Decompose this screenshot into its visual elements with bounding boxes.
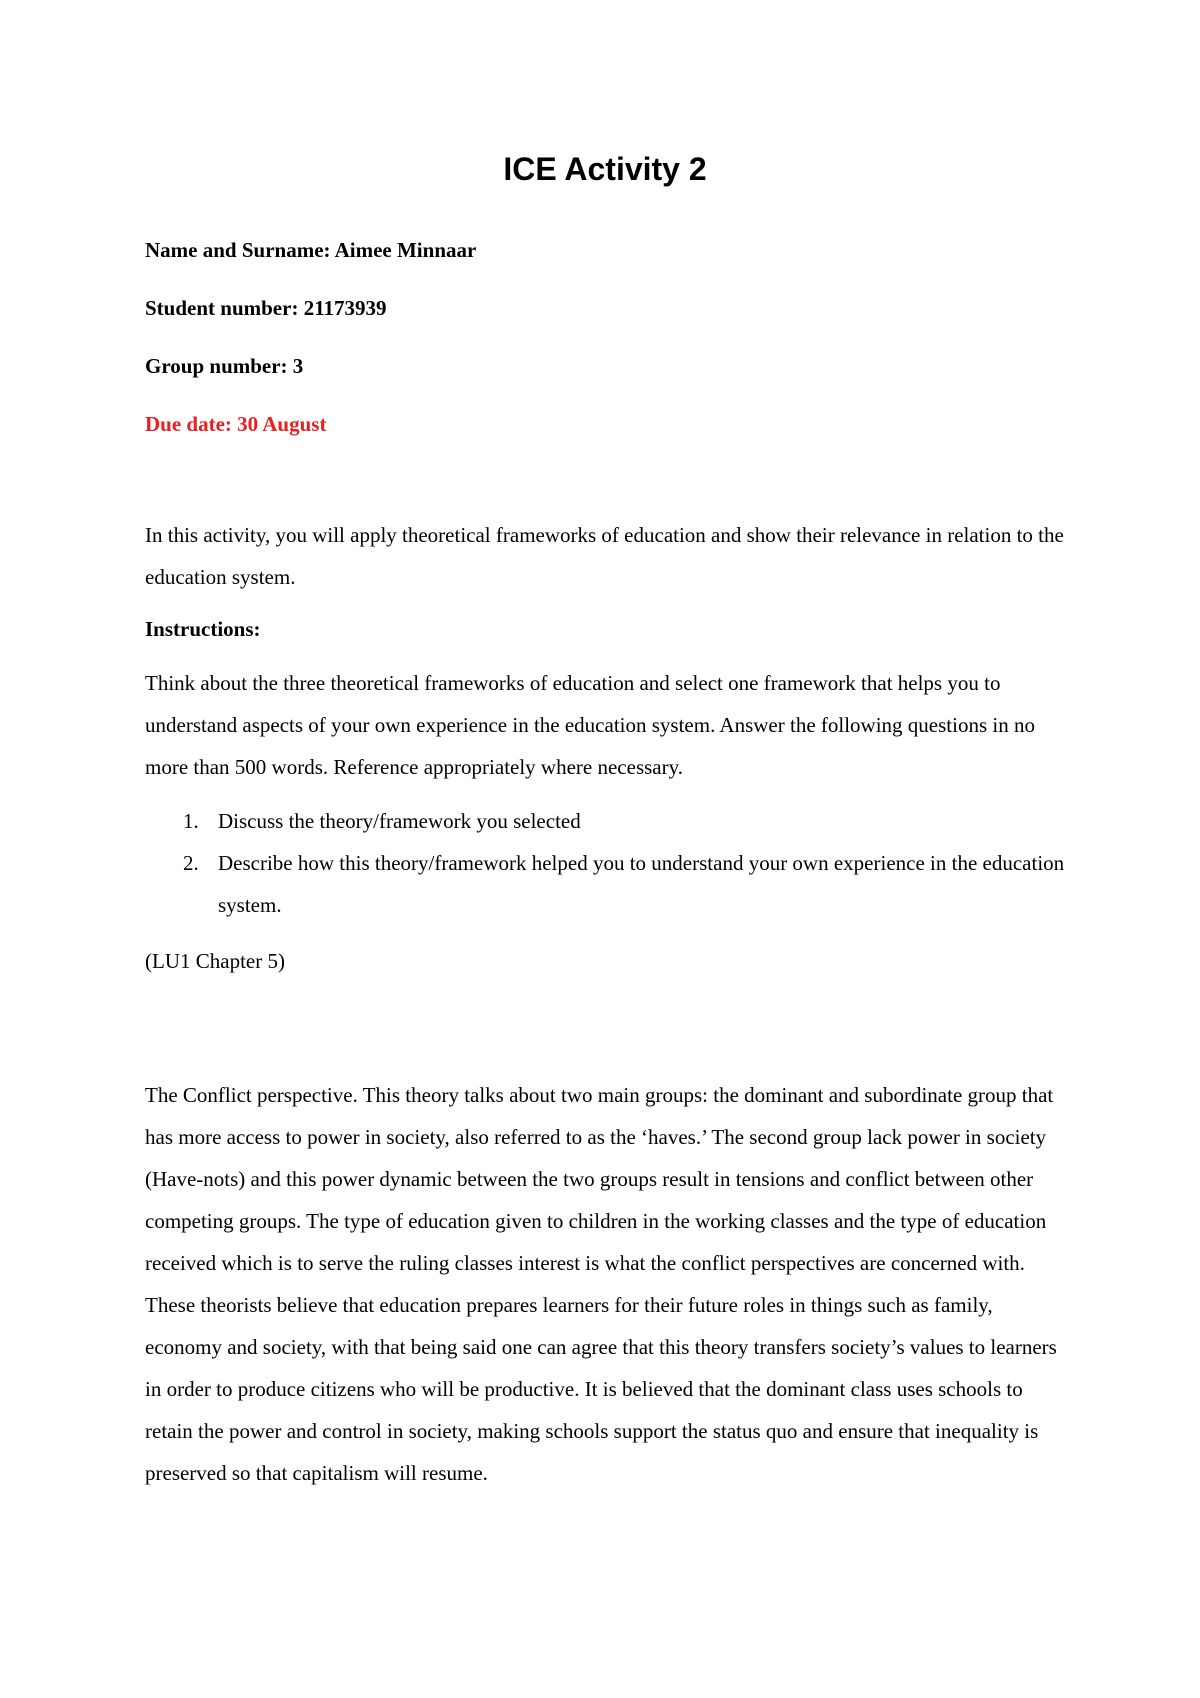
group-number-line: Group number: 3 — [145, 354, 304, 379]
question-number: 1. — [183, 809, 199, 834]
document-title: ICE Activity 2 — [503, 151, 707, 187]
question-item — [145, 800, 1065, 842]
intro-paragraph: In this activity, you will apply theoretical frameworks of education and show their relevance in relation to the education system. — [145, 523, 1064, 590]
chapter-reference: (LU1 Chapter 5) — [145, 949, 285, 974]
instructions-paragraph: Think about the three theoretical frameworks of education and select one framework that helps you to understand aspects of your own experience in the education system. Answer the following questions in no more than 500 words. Reference appropriately where necessary. — [145, 671, 1035, 780]
essay-paragraph: The Conflict perspective. This theory talks about two main groups: the dominant and subordinate group that has more access to power in society, also referred to as the ‘haves.’ The second group lack power in society (Have-nots) and this power dynamic between the two groups result in tensions and conflict between other competing groups. The type of education given to children in the working classes and the type of education received which is to serve the ruling classes interest is what the conflict perspectives are concerned with. These theorists believe that education prepares learners for their future roles in things such as family, economy and society, with that being said one can agree that this theory transfers society’s values to learners in order to produce citizens who will be productive. It is believed that the dominant class uses schools to retain the power and control in society, making schools support the status quo and ensure that inequality is preserved so that capitalism will resume. — [145, 1083, 1057, 1486]
document-content — [145, 150, 1065, 1494]
questions-list — [145, 800, 1065, 926]
due-date-line: Due date: 30 August — [145, 412, 327, 437]
question-item — [145, 842, 1065, 926]
question-text: Discuss the theory/framework you selected — [218, 809, 581, 834]
name-line: Name and Surname: Aimee Minnaar — [145, 238, 477, 263]
instructions-heading: Instructions: — [145, 617, 261, 642]
student-number-line: Student number: 21173939 — [145, 296, 387, 321]
question-number: 2. — [183, 851, 199, 876]
question-text: Describe how this theory/framework helped you to understand your own experience in the education system. — [218, 851, 1065, 918]
